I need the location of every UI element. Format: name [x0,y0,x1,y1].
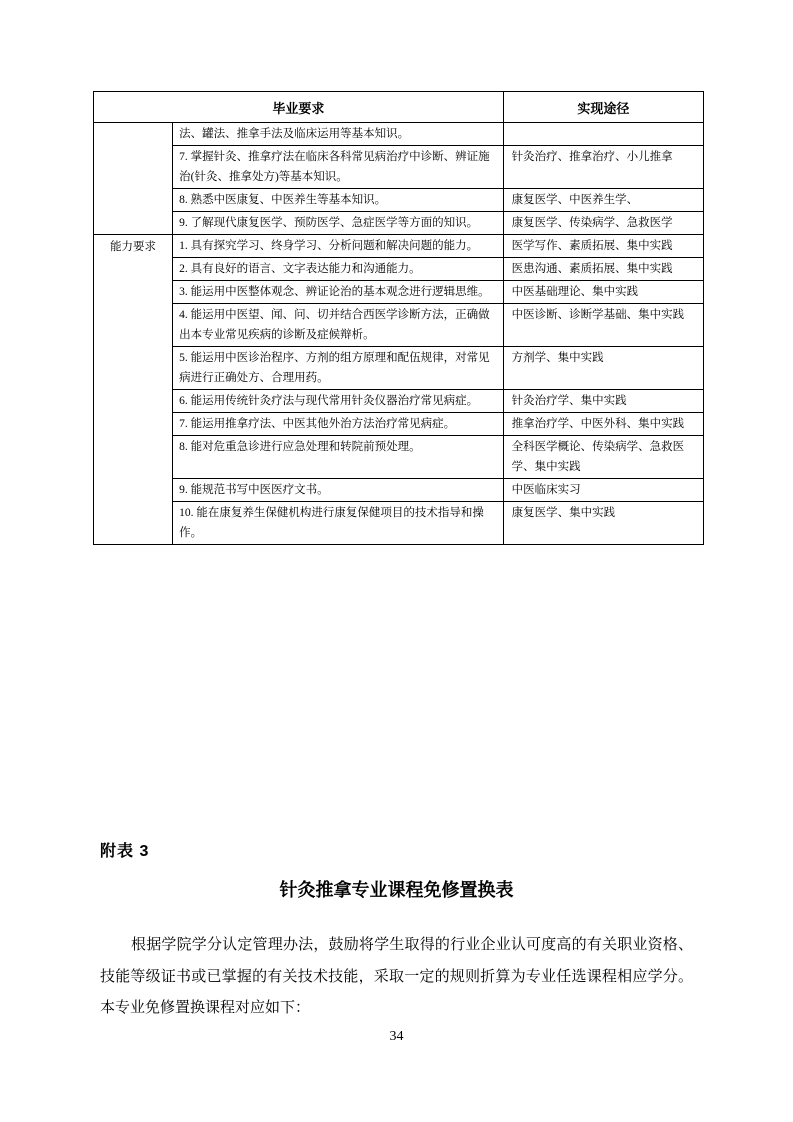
implementation-path-cell: 医患沟通、素质拓展、集中实践 [503,258,703,281]
table-row [94,390,704,413]
appendix-label: 附表 3 [100,843,150,860]
requirement-cell: 9. 能规范书写中医医疗文书。 [173,479,504,502]
requirement-cell: 7. 掌握针灸、推拿疗法在临床各科常见病治疗中诊断、辨证施治(针灸、推拿处方)等基本知识。 [173,146,504,189]
requirement-cell: 4. 能运用中医望、闻、问、切并结合西医学诊断方法，正确做出本专业常见疾病的诊断及症候辩析。 [173,304,504,347]
implementation-path-cell: 针灸治疗学、集中实践 [503,390,703,413]
table-row [94,436,704,479]
table-row [94,479,704,502]
requirement-cell: 3. 能运用中医整体观念、辨证论治的基本观念进行逻辑思维。 [173,281,504,304]
table-row [94,281,704,304]
implementation-path-cell: 中医诊断、诊断学基础、集中实践 [503,304,703,347]
requirement-cell: 9. 了解现代康复医学、预防医学、急症医学等方面的知识。 [173,212,504,235]
requirement-cell: 10. 能在康复养生保健机构进行康复保健项目的技术指导和操作。 [173,502,504,545]
implementation-path-cell: 康复医学、中医养生学、 [503,189,703,212]
table-row [94,123,704,146]
appendix-paragraph: 根据学院学分认定管理办法，鼓励将学生取得的行业企业认可度高的有关职业资格、技能等级证书或已掌握的有关技术技能，采取一定的规则折算为专业任选课程相应学分。本专业免修置换课程对应如下： [100,937,693,1016]
implementation-path-cell: 康复医学、集中实践 [503,502,703,545]
ability-requirements-label: 能力要求 [94,235,173,545]
requirement-cell: 2. 具有良好的语言、文字表达能力和沟通能力。 [173,258,504,281]
table-row [94,146,704,189]
table-row [94,502,704,545]
implementation-path-cell: 中医临床实习 [503,479,703,502]
implementation-path-cell: 中医基础理论、集中实践 [503,281,703,304]
table-row [94,212,704,235]
requirement-cell: 6. 能运用传统针灸疗法与现代常用针灸仪器治疗常见病症。 [173,390,504,413]
table-row [94,235,704,258]
appendix-title: 针灸推拿专业课程免修置换表 [279,880,514,900]
table-row [94,304,704,347]
implementation-path-cell: 方剂学、集中实践 [503,347,703,390]
requirement-cell: 8. 熟悉中医康复、中医养生等基本知识。 [173,189,504,212]
requirement-cell: 1. 具有探究学习、终身学习、分析问题和解决问题的能力。 [173,235,504,258]
implementation-path-cell: 针灸治疗、推拿治疗、小儿推拿 [503,146,703,189]
implementation-path-cell: 医学写作、素质拓展、集中实践 [503,235,703,258]
table-header-row [94,92,704,123]
graduation-requirements-table [93,91,704,545]
table-row [94,189,704,212]
implementation-path-cell: 康复医学、传染病学、急救医学 [503,212,703,235]
table-row [94,347,704,390]
table-row [94,413,704,436]
implementation-path-cell: 全科医学概论、传染病学、急救医学、集中实践 [503,436,703,479]
requirement-cell: 5. 能运用中医诊治程序、方剂的组方原理和配伍规律，对常见病进行正确处方、合理用药。 [173,347,504,390]
column-header-graduation-requirements: 毕业要求 [94,92,504,123]
requirement-cell: 8. 能对危重急诊进行应急处理和转院前预处理。 [173,436,504,479]
requirement-cell: 法、罐法、推拿手法及临床运用等基本知识。 [173,123,504,146]
page-number: 34 [389,1029,404,1044]
implementation-path-cell [503,123,703,146]
implementation-path-cell: 推拿治疗学、中医外科、集中实践 [503,413,703,436]
column-header-implementation-path: 实现途径 [503,92,703,123]
knowledge-requirements-label [94,123,173,235]
table-row [94,258,704,281]
requirement-cell: 7. 能运用推拿疗法、中医其他外治方法治疗常见病症。 [173,413,504,436]
